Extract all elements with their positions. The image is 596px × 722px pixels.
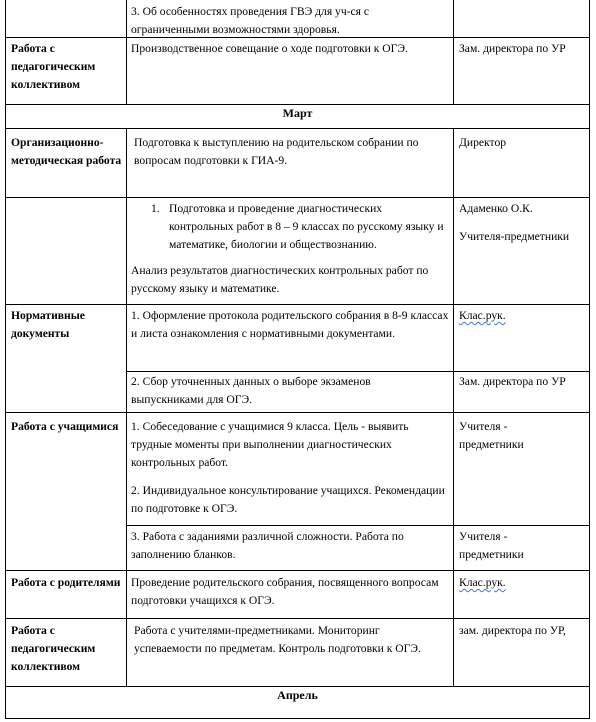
r4-content: 1. Оформление протокола родительского собрания в 8-9 классах и листа ознакомления с нормативными документами. [131, 309, 449, 341]
r7-responsible: Учителя - предметники [459, 530, 524, 562]
r1-responsible: Зам. директора по УР [459, 42, 566, 55]
r0-content: 3. Об особенностях проведения ГВЭ для уч-ся с ограниченными возможностями здоровья. [131, 5, 370, 37]
r3-responsible-1: Адаменко О.К. [459, 202, 533, 215]
r3-list-item: Подготовка и проведение диагностических контрольных работ в 8 – 9 классах по русскому языку и математике, биологии и обществознанию. [169, 202, 444, 252]
r8-category: Работа с родителями [11, 576, 121, 589]
r4-responsible: Клас.рук. [459, 309, 506, 322]
r2-responsible: Директор [459, 136, 507, 149]
r8-responsible: Клас.рук. [459, 576, 506, 589]
r1-content: Производственное совещание о ходе подготовки к ОГЭ. [131, 42, 408, 55]
r2-category: Организационно-методическая работа [11, 136, 122, 168]
r3-content-analysis: Анализ результатов диагностических контрольных работ по русскому языку и математике. [131, 264, 429, 296]
r4-category: Нормативные документы [11, 309, 85, 341]
r6-content-2: 2. Индивидуальное консультирование учащихся. Рекомендации по подготовке к ОГЭ. [131, 484, 445, 516]
r8-content: Проведение родительского собрания, посвященного вопросам подготовки учащихся к ОГЭ. [131, 576, 439, 608]
r2-content: Подготовка к выступлению на родительском собрании по вопросам подготовки к ГИА-9. [134, 136, 419, 168]
r5-content: 2. Сбор уточненных данных о выборе экзаменов выпускниками для ОГЭ. [131, 375, 371, 407]
r1-category: Работа с педагогическим коллективом [11, 42, 96, 92]
r5-responsible: Зам. директора по УР [459, 375, 566, 388]
r7-content: 3. Работа с заданиями различной сложности. Работа по заполнению бланков. [131, 530, 404, 562]
r3-list-marker: 1. [151, 202, 160, 215]
month-april: Апрель [277, 688, 318, 702]
r9-content: Работа с учителями-предметниками. Мониторинг успеваемости по предметам. Контроль подготовки к ОГЭ. [134, 624, 421, 656]
r9-responsible: зам. директора по УР, [459, 624, 566, 637]
r6-responsible: Учителя - предметники [459, 420, 524, 452]
month-march: Март [282, 106, 313, 120]
r6-content-1: 1. Собеседование с учащимися 9 класса. Цель - выявить трудные моменты при выполнении диагностических контрольных работ. [131, 420, 409, 470]
r9-category: Работа с педагогическим коллективом [11, 624, 96, 674]
r6-category: Работа с учащимися [11, 420, 119, 433]
r3-responsible-2: Учителя-предметники [459, 230, 570, 243]
